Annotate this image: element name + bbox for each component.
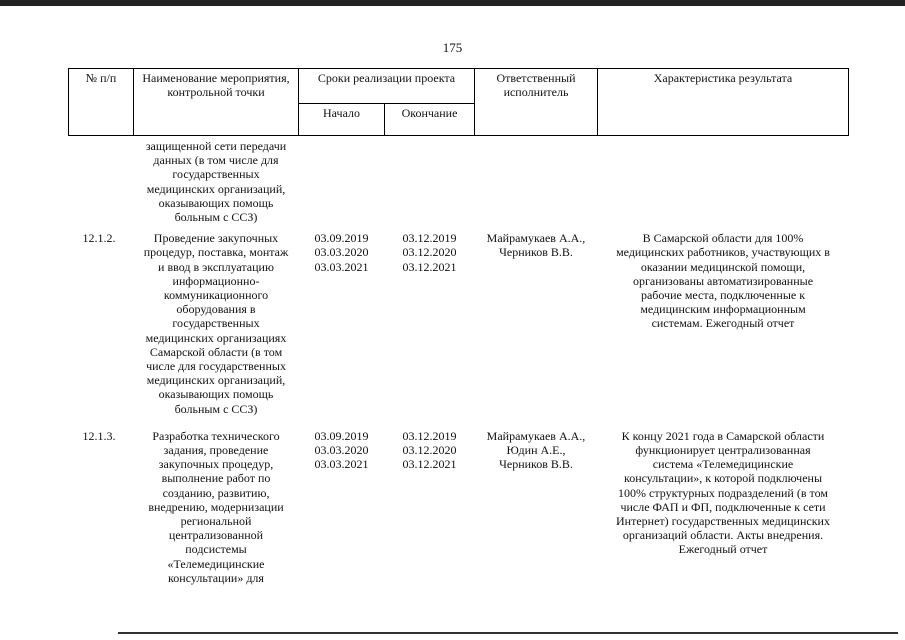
result-line: К концу 2021 года в Самарской области — [621, 428, 825, 443]
name-line: Разработка технического — [152, 428, 280, 443]
cell-responsible — [475, 228, 598, 426]
responsible-line: Черников В.В. — [499, 245, 573, 260]
name-line: медицинских организаций, — [146, 373, 286, 388]
result-line: рабочие места, подключенные к — [640, 288, 806, 303]
cell-start — [299, 228, 385, 426]
cell-name — [134, 228, 299, 426]
name-line: «Телемедицинские — [167, 556, 265, 571]
table-row — [69, 228, 849, 426]
responsible-line: Черников В.В. — [499, 457, 573, 472]
name-line: данных (в том числе для — [153, 153, 279, 168]
responsible-line: Майрамукаев А.А., — [486, 231, 586, 246]
name-line: созданию, развитию, — [162, 485, 270, 500]
name-line: выполнение работ по — [161, 471, 271, 486]
end-line: 03.12.2021 — [402, 259, 457, 274]
result-line: консультации», к которой подключены — [623, 471, 823, 486]
cell-responsible — [475, 136, 598, 229]
name-line: Самарской области (в том — [149, 344, 283, 359]
cell-responsible — [475, 426, 598, 585]
table-row — [69, 426, 849, 585]
cell-start — [299, 136, 385, 229]
end-line: 03.12.2021 — [402, 457, 457, 472]
end-line: 03.12.2020 — [402, 245, 457, 260]
cell-result — [598, 426, 849, 585]
start-line: 03.03.2020 — [314, 443, 369, 458]
result-line: Интернет) государственных медицинских — [616, 514, 830, 529]
name-line: задания, проведение — [163, 443, 269, 458]
header-activity-name: Наименование мероприятия, контрольной точки — [134, 69, 299, 136]
row-number: 12.1.2. — [82, 231, 116, 246]
responsible-line: Юдин А.Е., — [506, 443, 566, 458]
end-line: 03.12.2019 — [402, 231, 457, 246]
header-end: Окончание — [385, 104, 475, 136]
name-line: Проведение закупочных — [153, 231, 279, 246]
name-line: больным с ССЗ) — [174, 210, 258, 225]
top-border-rule — [0, 0, 905, 6]
row-number: 12.1.3. — [82, 428, 116, 443]
result-line: система «Телемедицинские — [652, 457, 794, 472]
name-line: государственных — [172, 316, 260, 331]
cell-end — [385, 426, 475, 585]
cell-end — [385, 228, 475, 426]
name-line: оказывающих помощь — [158, 195, 274, 210]
result-line: функционирует централизованная — [635, 443, 811, 458]
header-responsible: Ответственный исполнитель — [475, 69, 598, 136]
name-line: медицинских организациях — [145, 330, 287, 345]
schedule-table — [68, 68, 849, 585]
result-line: организованы автоматизированные — [632, 273, 814, 288]
header-number: № п/п — [69, 69, 134, 136]
result-line: В Самарской области для 100% — [642, 231, 804, 246]
name-line: коммуникационного — [163, 288, 269, 303]
cell-end — [385, 136, 475, 229]
row-number — [69, 136, 134, 229]
name-line: больным с ССЗ) — [174, 401, 258, 416]
name-line: региональной — [180, 514, 252, 529]
name-line: оказывающих помощь — [158, 387, 274, 402]
cell-name — [134, 136, 299, 229]
result-line: организаций области. Акты внедрения. — [622, 528, 824, 543]
cell-name — [134, 426, 299, 585]
header-result: Характеристика результата — [598, 69, 849, 136]
name-line: информационно- — [172, 273, 260, 288]
result-line: системам. Ежегодный отчет — [651, 316, 795, 331]
result-line: медицинских работников, участвующих в — [616, 245, 830, 260]
name-line: защищенной сети передачи — [145, 139, 287, 153]
name-line: числе для государственных — [146, 359, 286, 374]
header-project-period: Сроки реализации проекта — [299, 69, 475, 104]
end-line: 03.12.2020 — [402, 443, 457, 458]
start-line: 03.03.2021 — [314, 457, 369, 472]
result-line: 100% структурных подразделений (в том — [618, 485, 828, 500]
bottom-border-rule — [118, 632, 898, 634]
name-line: внедрению, модернизации — [148, 499, 284, 514]
cell-result — [598, 228, 849, 426]
start-line: 03.09.2019 — [314, 428, 369, 443]
name-line: медицинских организаций, — [146, 181, 286, 196]
start-line: 03.09.2019 — [314, 231, 369, 246]
end-line: 03.12.2019 — [402, 428, 457, 443]
name-line: подсистемы — [185, 542, 247, 557]
table-row — [69, 136, 849, 229]
result-line: медицинским информационным — [640, 302, 806, 317]
page-number: 175 — [442, 40, 463, 55]
name-line: процедур, поставка, монтаж — [143, 245, 289, 260]
start-line: 03.03.2021 — [314, 259, 369, 274]
name-line: государственных — [172, 167, 260, 182]
name-line: закупочных процедур, — [158, 457, 274, 472]
start-line: 03.03.2020 — [314, 245, 369, 260]
result-line: Ежегодный отчет — [678, 542, 768, 557]
result-line: числе ФАП и ФП, подключенные к сети — [620, 499, 826, 514]
cell-result — [598, 136, 849, 229]
header-start: Начало — [299, 104, 385, 136]
name-line: централизованной — [168, 528, 264, 543]
responsible-line: Майрамукаев А.А., — [486, 428, 586, 443]
name-line: и ввод в эксплуатацию — [158, 259, 274, 274]
result-line: оказании медицинской помощи, — [640, 259, 806, 274]
name-line: оборудования в — [176, 302, 256, 317]
cell-start — [299, 426, 385, 585]
name-line: консультации» для — [168, 570, 264, 585]
